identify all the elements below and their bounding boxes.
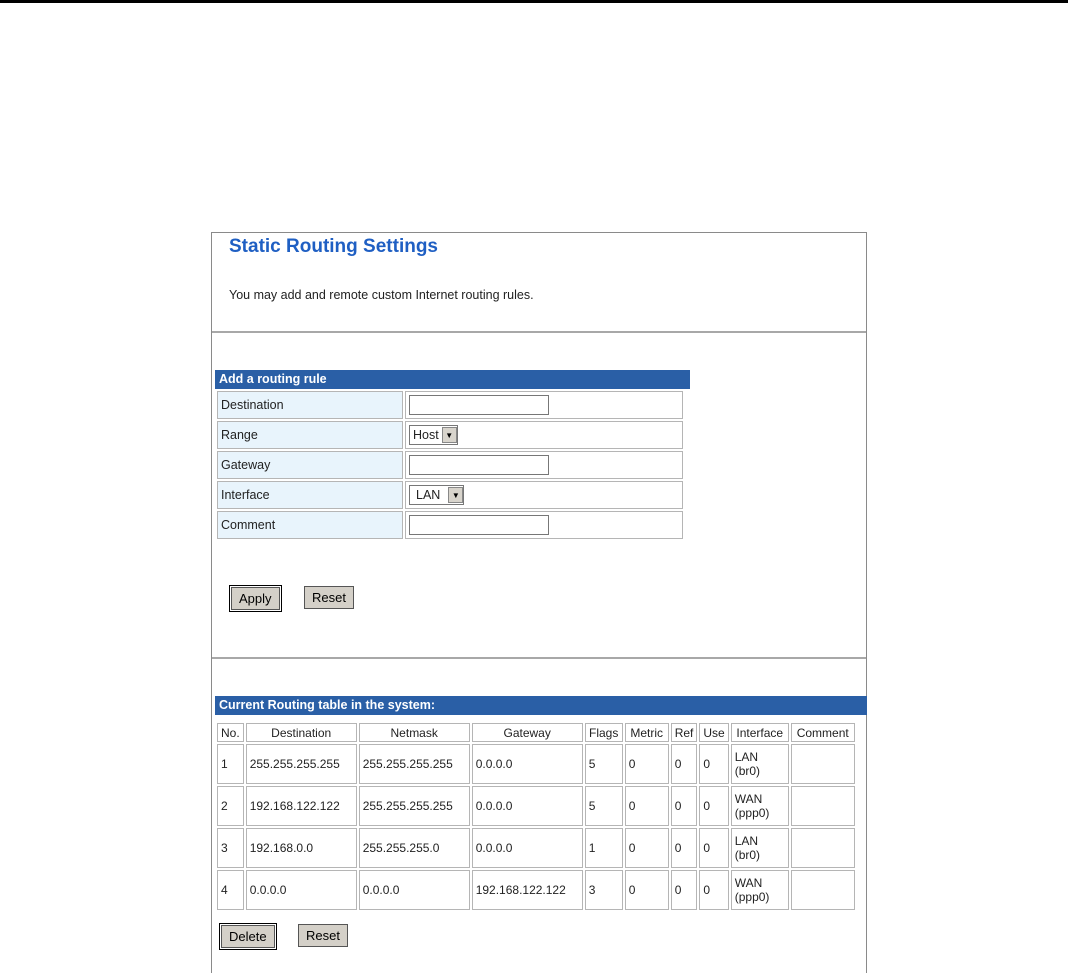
settings-panel — [211, 232, 867, 973]
comment-input[interactable] — [409, 515, 549, 535]
column-header: Netmask — [359, 723, 470, 742]
destination-input[interactable] — [409, 395, 549, 415]
cell-netmask: 255.255.255.255 — [359, 786, 470, 826]
cell-gateway: 0.0.0.0 — [472, 786, 583, 826]
interface-name: LAN — [734, 750, 759, 764]
cell-ref: 0 — [671, 786, 698, 826]
cell-comment — [791, 744, 855, 784]
interface-name: WAN — [734, 792, 763, 806]
gateway-label: Gateway — [217, 451, 403, 479]
interface-device: (ppp0) — [734, 806, 770, 820]
destination-label: Destination — [217, 391, 403, 419]
cell-no: 1 — [217, 744, 244, 784]
range-row — [217, 421, 683, 449]
cell-gateway: 192.168.122.122 — [472, 870, 583, 910]
routing-table — [215, 721, 857, 912]
cell-destination: 192.168.0.0 — [246, 828, 357, 868]
interface-label: Interface — [217, 481, 403, 509]
cell-interface — [731, 786, 789, 826]
interface-select-value: LAN — [416, 488, 441, 502]
routing-table-columns — [217, 723, 855, 742]
cell-ref: 0 — [671, 828, 698, 868]
cell-destination: 255.255.255.255 — [246, 744, 357, 784]
range-label: Range — [217, 421, 403, 449]
reset-rule-button[interactable]: Reset — [304, 586, 354, 609]
comment-row — [217, 511, 683, 539]
table-row — [217, 744, 855, 784]
top-border — [0, 0, 1068, 3]
range-select-value: Host — [413, 428, 439, 442]
interface-device: (br0) — [734, 764, 761, 778]
add-rule-form — [215, 389, 685, 541]
range-select[interactable] — [409, 425, 458, 445]
column-header: Gateway — [472, 723, 583, 742]
interface-name: WAN — [734, 876, 763, 890]
cell-flags: 5 — [585, 786, 623, 826]
cell-netmask: 255.255.255.0 — [359, 828, 470, 868]
reset-table-button[interactable]: Reset — [298, 924, 348, 947]
divider — [212, 331, 866, 333]
chevron-down-icon[interactable]: ▼ — [442, 427, 457, 443]
table-row — [217, 828, 855, 868]
cell-use: 0 — [699, 744, 728, 784]
routing-table-header: Current Routing table in the system: — [215, 696, 867, 715]
cell-use: 0 — [699, 786, 728, 826]
cell-use: 0 — [699, 828, 728, 868]
comment-label: Comment — [217, 511, 403, 539]
cell-interface — [731, 870, 789, 910]
chevron-down-icon[interactable]: ▼ — [448, 487, 463, 503]
cell-comment — [791, 870, 855, 910]
gateway-row — [217, 451, 683, 479]
cell-flags: 5 — [585, 744, 623, 784]
column-header: Flags — [585, 723, 623, 742]
column-header: No. — [217, 723, 244, 742]
cell-netmask: 0.0.0.0 — [359, 870, 470, 910]
destination-row — [217, 391, 683, 419]
page-title: Static Routing Settings — [229, 236, 438, 257]
cell-no: 2 — [217, 786, 244, 826]
interface-row — [217, 481, 683, 509]
interface-select[interactable] — [409, 485, 464, 505]
cell-destination: 192.168.122.122 — [246, 786, 357, 826]
table-row — [217, 786, 855, 826]
cell-netmask: 255.255.255.255 — [359, 744, 470, 784]
interface-device: (ppp0) — [734, 890, 770, 904]
divider — [212, 657, 866, 659]
column-header: Metric — [625, 723, 669, 742]
cell-ref: 0 — [671, 870, 698, 910]
cell-gateway: 0.0.0.0 — [472, 828, 583, 868]
cell-metric: 0 — [625, 828, 669, 868]
column-header: Interface — [731, 723, 789, 742]
column-header: Comment — [791, 723, 855, 742]
column-header: Destination — [246, 723, 357, 742]
column-header: Use — [699, 723, 728, 742]
interface-name: LAN — [734, 834, 759, 848]
cell-comment — [791, 786, 855, 826]
apply-button[interactable]: Apply — [231, 587, 280, 610]
page-description: You may add and remote custom Internet routing rules. — [229, 288, 534, 302]
table-row — [217, 870, 855, 910]
cell-destination: 0.0.0.0 — [246, 870, 357, 910]
add-rule-header: Add a routing rule — [215, 370, 690, 389]
cell-comment — [791, 828, 855, 868]
interface-device: (br0) — [734, 848, 761, 862]
cell-flags: 1 — [585, 828, 623, 868]
cell-metric: 0 — [625, 744, 669, 784]
delete-button[interactable]: Delete — [221, 925, 275, 948]
cell-metric: 0 — [625, 786, 669, 826]
cell-ref: 0 — [671, 744, 698, 784]
cell-interface — [731, 744, 789, 784]
cell-no: 3 — [217, 828, 244, 868]
cell-gateway: 0.0.0.0 — [472, 744, 583, 784]
cell-interface — [731, 828, 789, 868]
gateway-input[interactable] — [409, 455, 549, 475]
cell-no: 4 — [217, 870, 244, 910]
cell-use: 0 — [699, 870, 728, 910]
cell-metric: 0 — [625, 870, 669, 910]
cell-flags: 3 — [585, 870, 623, 910]
column-header: Ref — [671, 723, 698, 742]
